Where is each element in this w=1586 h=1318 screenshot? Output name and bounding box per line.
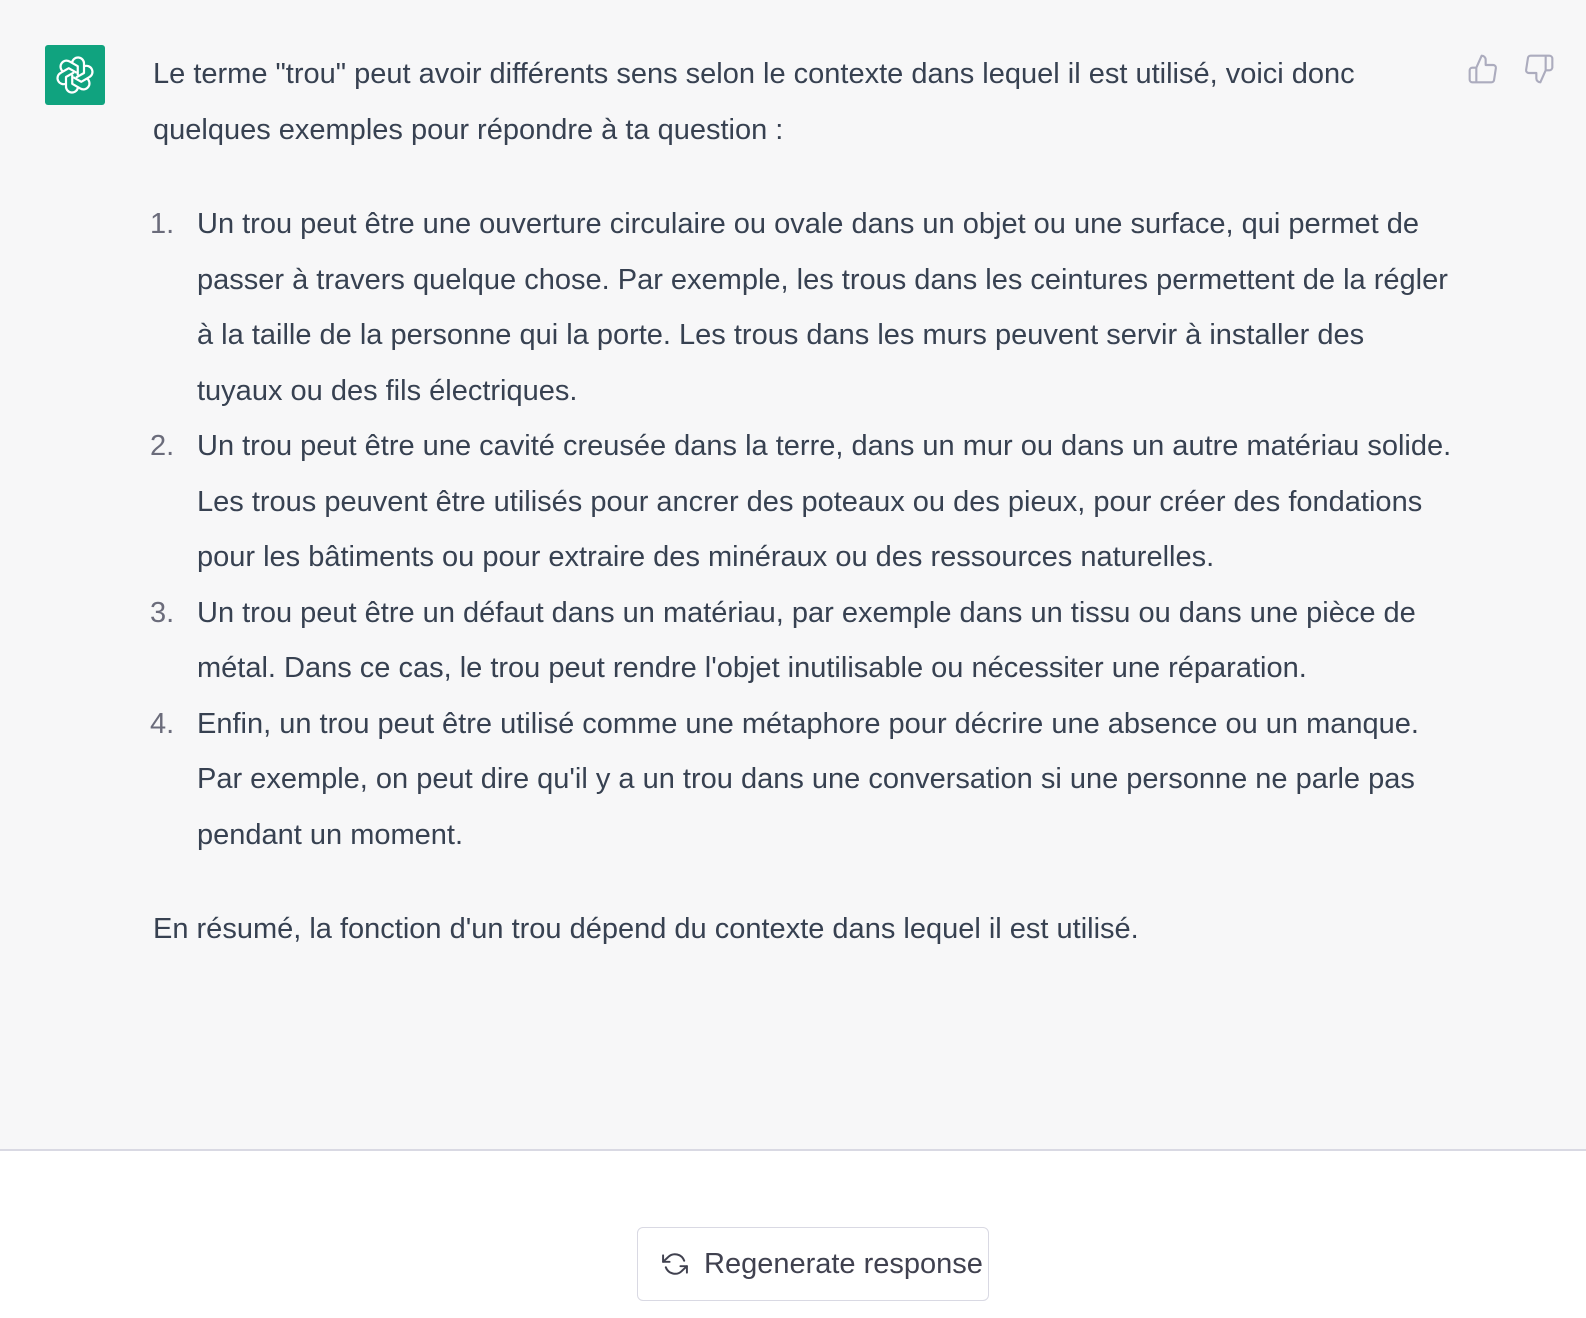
list-item: [150, 419, 1453, 586]
refresh-icon: [662, 1250, 690, 1278]
list-item-text: Un trou peut être une cavité creusée dans la terre, dans un mur ou dans un autre matériau solide. Les trous peuvent être utilisés pour ancrer des poteaux ou des pieux, pour créer des fondations pour les bâtiments ou pour extraire des minéraux ou des ressources naturelles.: [197, 430, 1452, 573]
thumbs-down-icon: [1523, 53, 1555, 85]
regenerate-response-button[interactable]: [637, 1227, 989, 1301]
list-item: [150, 586, 1453, 697]
list-item-number: 1.: [150, 208, 175, 240]
openai-logo-icon: [55, 55, 95, 95]
message-content: [150, 47, 1453, 958]
list-item: [150, 197, 1453, 419]
examples-list: [150, 197, 1453, 863]
feedback-buttons: [1466, 52, 1556, 86]
list-item-text: Un trou peut être un défaut dans un matériau, par exemple dans un tissu ou dans une pièce de métal. Dans ce cas, le trou peut rendre l'objet inutilisable ou nécessiter une réparation.: [197, 596, 1416, 684]
list-item-number: 3.: [150, 596, 175, 629]
summary-paragraph: En résumé, la fonction d'un trou dépend du contexte dans lequel il est utilisé.: [153, 913, 1139, 945]
regenerate-response-label: Regenerate response: [704, 1247, 983, 1280]
intro-paragraph: Le terme "trou" peut avoir différents sens selon le contexte dans lequel il est utilisé, voici donc quelques exemples pour répondre à ta question :: [153, 58, 1355, 146]
thumbs-down-button[interactable]: [1522, 52, 1556, 86]
list-item-number: 4.: [150, 707, 175, 740]
assistant-avatar: [45, 45, 105, 105]
list-item-number: 2.: [150, 430, 175, 462]
thumbs-up-button[interactable]: [1466, 52, 1500, 86]
thumbs-up-icon: [1467, 53, 1499, 85]
list-item-text: Un trou peut être une ouverture circulaire ou ovale dans un objet ou une surface, qui permet de passer à travers quelque chose. Par exemple, les trous dans les ceintures permettent de la régler à la taille de la personne qui la porte. Les trous dans les murs peuvent servir à installer des tuyaux ou des fils électriques.: [197, 208, 1448, 407]
list-item-text: Enfin, un trou peut être utilisé comme une métaphore pour décrire une absence ou un manque. Par exemple, on peut dire qu'il y a un trou dans une conversation si une personne ne parle pas pendant un moment.: [197, 707, 1419, 851]
list-item: [150, 697, 1453, 864]
